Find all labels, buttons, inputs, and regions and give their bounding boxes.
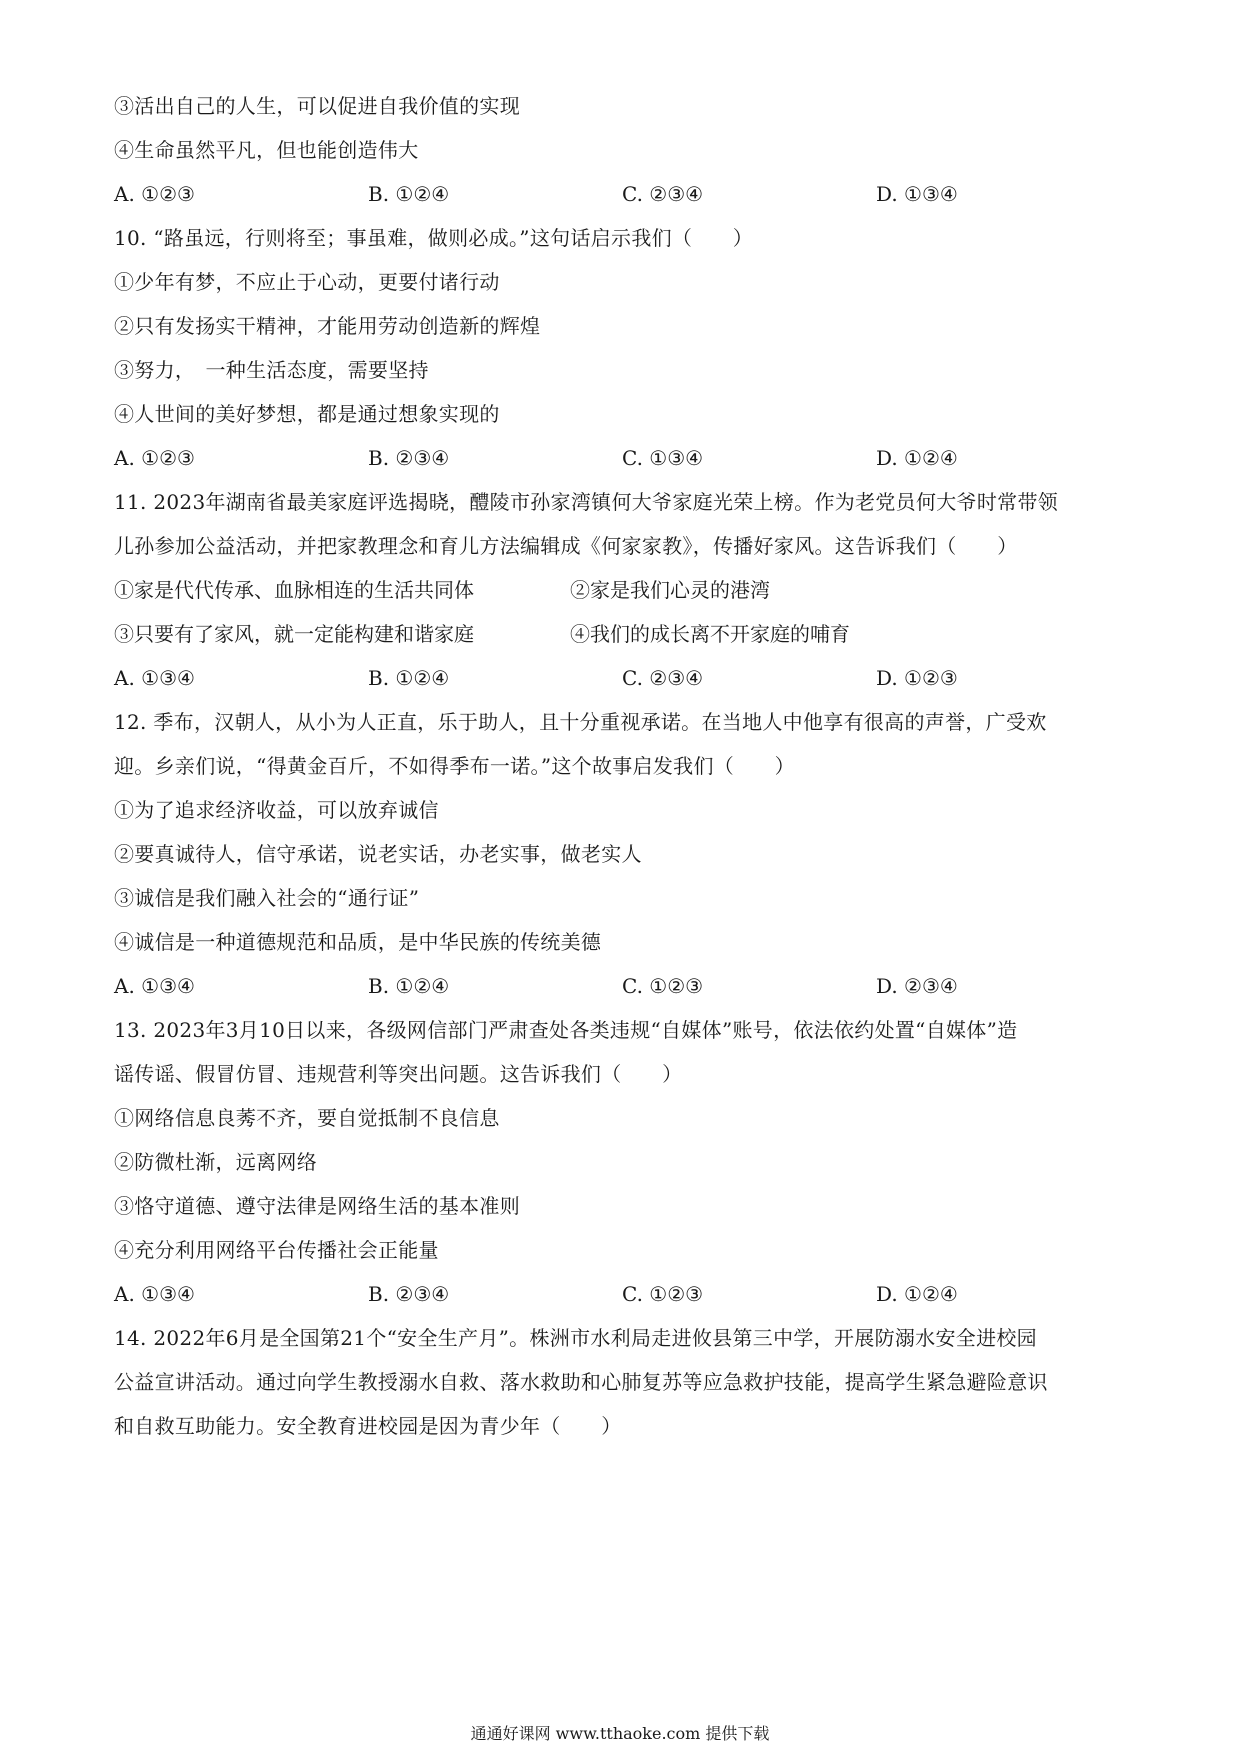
q10-item-1: ①少年有梦，不应止于心动，更要付诸行动 <box>114 270 500 294</box>
q12-item-3: ③诚信是我们融入社会的“通行证” <box>114 886 420 910</box>
q12-option-d: D. ②③④ <box>876 974 958 998</box>
q11-item-4: ④我们的成长离不开家庭的哺育 <box>570 622 850 646</box>
q13-item-3: ③恪守道德、遵守法律是网络生活的基本准则 <box>114 1194 520 1218</box>
q12-option-b: B. ①②④ <box>368 974 450 998</box>
q11-option-c: C. ②③④ <box>622 666 704 690</box>
q9-option-b: B. ①②④ <box>368 182 450 206</box>
q10-item-4: ④人世间的美好梦想，都是通过想象实现的 <box>114 402 500 426</box>
q11-stem-line-2: 儿孙参加公益活动，并把家教理念和育儿方法编辑成《何家家教》，传播好家风。这告诉我们（ ） <box>114 534 1018 558</box>
q11-stem-line-1: 11. 2023年湖南省最美家庭评选揭晓，醴陵市孙家湾镇何大爷家庭光荣上榜。作为老党员何大爷时常带领 <box>114 490 1059 514</box>
page-footer: 通通好课网 www.tthaoke.com 提供下载 <box>470 1724 770 1743</box>
q12-option-a: A. ①③④ <box>114 974 195 998</box>
q10-item-2: ②只有发扬实干精神，才能用劳动创造新的辉煌 <box>114 314 541 338</box>
q12-item-2: ②要真诚待人，信守承诺，说老实话，办老实事，做老实人 <box>114 842 642 866</box>
q12-option-c: C. ①②③ <box>622 974 704 998</box>
q13-option-b: B. ②③④ <box>368 1282 450 1306</box>
q9-option-d: D. ①③④ <box>876 182 958 206</box>
q13-stem-line-2: 谣传谣、假冒仿冒、违规营利等突出问题。这告诉我们（ ） <box>114 1062 683 1086</box>
q13-item-4: ④充分利用网络平台传播社会正能量 <box>114 1238 439 1262</box>
q13-stem-line-1: 13. 2023年3月10日以来，各级网信部门严肃查处各类违规“自媒体”账号，依法依约处置“自媒体”造 <box>114 1018 1018 1042</box>
q10-stem: 10. “路虽远，行则将至；事虽难，做则必成。”这句话启示我们（ ） <box>114 226 754 250</box>
q11-item-1: ①家是代代传承、血脉相连的生活共同体 <box>114 578 474 602</box>
q11-option-b: B. ①②④ <box>368 666 450 690</box>
q9-item-4: ④生命虽然平凡，但也能创造伟大 <box>114 138 419 162</box>
q13-option-a: A. ①③④ <box>114 1282 195 1306</box>
q10-item-3: ③努力， 一种生活态度，需要坚持 <box>114 358 429 382</box>
q11-item-2: ②家是我们心灵的港湾 <box>570 578 770 602</box>
q10-option-d: D. ①②④ <box>876 446 958 470</box>
q14-stem-line-3: 和自救互助能力。安全教育进校园是因为青少年（ ） <box>114 1414 622 1438</box>
q12-item-1: ①为了追求经济收益，可以放弃诚信 <box>114 798 439 822</box>
q9-item-3: ③活出自己的人生，可以促进自我价值的实现 <box>114 94 520 118</box>
q11-option-d: D. ①②③ <box>876 666 958 690</box>
q11-option-a: A. ①③④ <box>114 666 195 690</box>
q14-stem-line-1: 14. 2022年6月是全国第21个“安全生产月”。株洲市水利局走进攸县第三中学，开展防溺水安全进校园 <box>114 1326 1037 1350</box>
q11-item-3: ③只要有了家风，就一定能构建和谐家庭 <box>114 622 474 646</box>
q10-option-c: C. ①③④ <box>622 446 704 470</box>
q12-item-4: ④诚信是一种道德规范和品质，是中华民族的传统美德 <box>114 930 602 954</box>
q9-option-a: A. ①②③ <box>114 182 195 206</box>
q13-item-2: ②防微杜渐，远离网络 <box>114 1150 317 1174</box>
q12-stem-line-1: 12. 季布，汉朝人，从小为人正直，乐于助人，且十分重视承诺。在当地人中他享有很高的声誉，广受欢 <box>114 710 1047 734</box>
q9-option-c: C. ②③④ <box>622 182 704 206</box>
q12-stem-line-2: 迎。乡亲们说，“得黄金百斤，不如得季布一诺。”这个故事启发我们（ ） <box>114 754 795 778</box>
q13-item-1: ①网络信息良莠不齐，要自觉抵制不良信息 <box>114 1106 500 1130</box>
q14-stem-line-2: 公益宣讲活动。通过向学生教授溺水自救、落水救助和心肺复苏等应急救护技能，提高学生紧急避险意识 <box>114 1370 1048 1394</box>
q13-option-d: D. ①②④ <box>876 1282 958 1306</box>
q13-option-c: C. ①②③ <box>622 1282 704 1306</box>
q10-option-b: B. ②③④ <box>368 446 450 470</box>
q10-option-a: A. ①②③ <box>114 446 195 470</box>
